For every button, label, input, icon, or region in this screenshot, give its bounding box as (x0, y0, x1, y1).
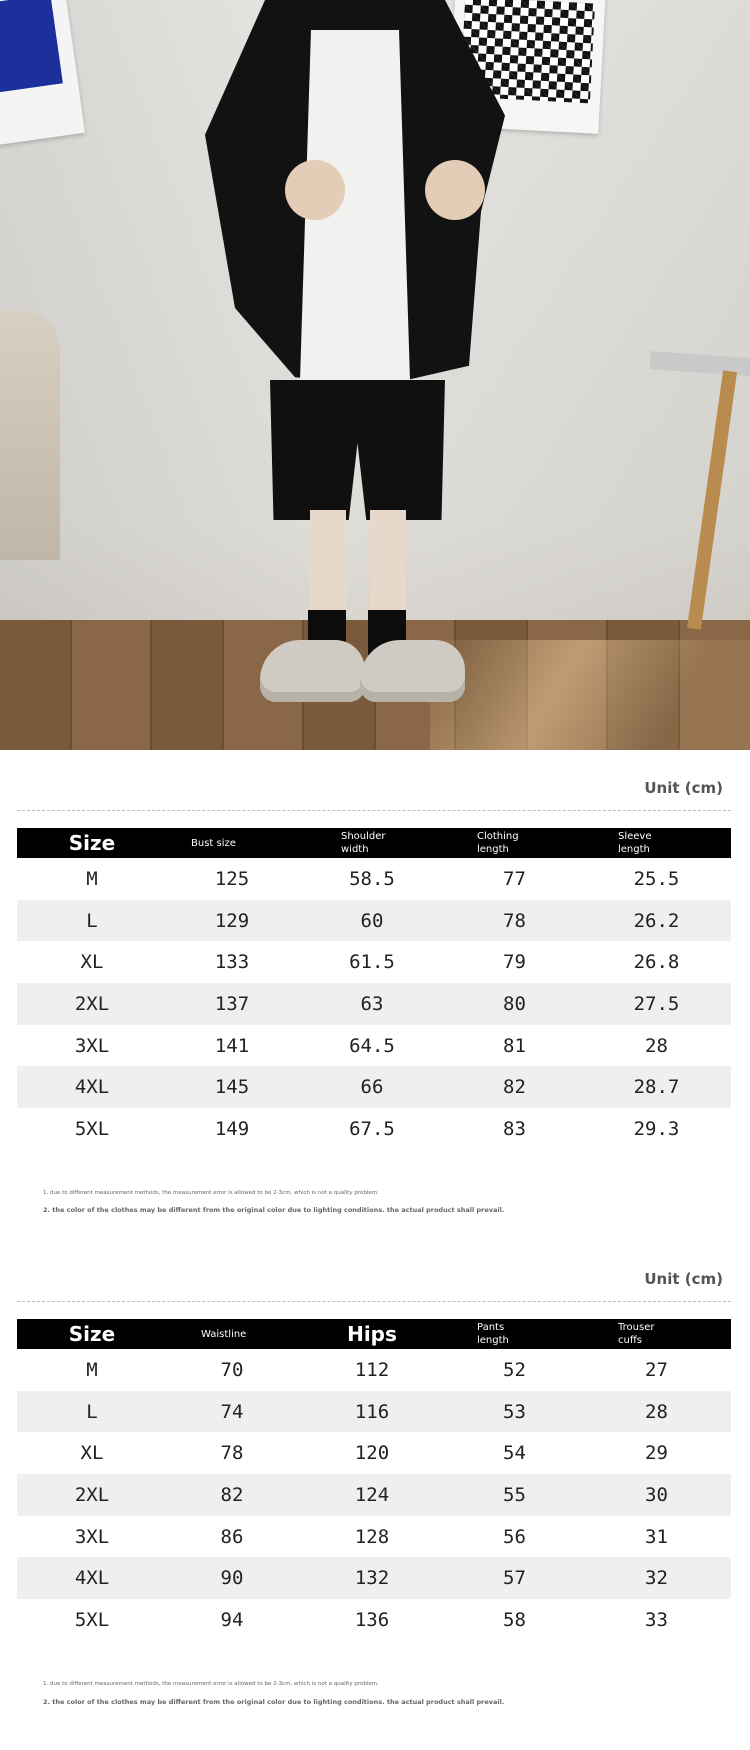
right-leg (370, 510, 406, 620)
cell-pants-length: 57 (503, 1567, 526, 1590)
cell-size: 5XL (74, 1117, 110, 1140)
table-row (17, 1599, 731, 1641)
cell-waistline: 86 (220, 1525, 244, 1548)
right-hand (425, 160, 485, 220)
cell-size: 2XL (74, 992, 110, 1015)
table-row (17, 1557, 731, 1599)
cell-size: 4XL (74, 1567, 110, 1590)
cell-trouser-cuffs: 32 (645, 1567, 668, 1590)
table-row (17, 1432, 731, 1474)
cell-trouser-cuffs: 31 (645, 1525, 668, 1548)
table-row (17, 1516, 731, 1558)
model-figure (190, 0, 520, 750)
header-sleeve-length: Sleeve length (618, 831, 652, 855)
cell-bust: 125 (214, 867, 250, 890)
cell-size: L (86, 1400, 98, 1423)
cell-bust: 137 (214, 992, 250, 1015)
cell-sleeve-length: 28.7 (633, 1076, 680, 1099)
cell-shoulder: 61.5 (349, 951, 395, 974)
cell-shoulder: 58.5 (349, 867, 395, 890)
cell-shoulder: 63 (360, 992, 384, 1015)
cell-shoulder: 64.5 (349, 1034, 395, 1057)
cell-hips: 112 (354, 1358, 390, 1381)
cell-pants-length: 56 (503, 1525, 526, 1548)
left-sneaker (260, 640, 365, 702)
table-row (17, 858, 731, 900)
cell-clothing-length: 77 (503, 867, 526, 890)
cell-shoulder: 67.5 (349, 1117, 395, 1140)
header-size: Size (68, 1322, 116, 1346)
cell-hips: 128 (354, 1525, 390, 1548)
cell-waistline: 82 (220, 1483, 244, 1506)
header-trouser-cuffs: Trouser cuffs (618, 1322, 655, 1346)
color-note: 2. the color of the clothes may be different from the original color due to lighting conditions. the actual product shall prevail. (43, 1206, 505, 1214)
cell-bust: 129 (214, 909, 250, 932)
cell-hips: 120 (354, 1442, 390, 1465)
table-row (17, 1025, 731, 1067)
cell-sleeve-length: 26.2 (633, 909, 680, 932)
cell-bust: 149 (214, 1117, 250, 1140)
cell-pants-length: 52 (503, 1358, 526, 1381)
cell-size: XL (80, 1442, 104, 1465)
cell-clothing-length: 80 (503, 992, 526, 1015)
cell-size: 4XL (74, 1076, 110, 1099)
cell-pants-length: 58 (503, 1608, 526, 1631)
cell-trouser-cuffs: 30 (645, 1483, 668, 1506)
cell-size: 5XL (74, 1608, 110, 1631)
cell-bust: 141 (214, 1034, 250, 1057)
cell-size: 3XL (74, 1034, 110, 1057)
cell-sleeve-length: 26.8 (633, 951, 680, 974)
cell-clothing-length: 79 (503, 951, 526, 974)
table-row (17, 1474, 731, 1516)
unit-label: Unit (cm) (644, 1270, 723, 1288)
table-row (17, 1349, 731, 1391)
cell-hips: 132 (354, 1567, 390, 1590)
unit-label: Unit (cm) (644, 779, 723, 797)
color-note: 2. the color of the clothes may be different from the original color due to lighting conditions. the actual product shall prevail. (43, 1698, 505, 1706)
left-hand (285, 160, 345, 220)
measurement-note: 1. due to different measurement methods, the measurement error is allowed to be 2-3cm, which is not a quality problem. (43, 1190, 379, 1196)
pants-size-table (17, 1319, 731, 1641)
header-bust: Bust size (191, 837, 236, 849)
cell-shoulder: 60 (360, 909, 384, 932)
top-size-table (17, 828, 731, 1150)
cell-waistline: 74 (220, 1400, 244, 1423)
header-clothing-length: Clothing length (477, 831, 519, 855)
header-shoulder: Shoulder width (341, 831, 386, 855)
right-sneaker (360, 640, 465, 702)
cell-pants-length: 54 (503, 1442, 526, 1465)
table-row (17, 983, 731, 1025)
cell-sleeve-length: 28 (645, 1034, 668, 1057)
cell-bust: 133 (214, 951, 250, 974)
cell-hips: 116 (354, 1400, 390, 1423)
left-object (0, 310, 60, 560)
cell-clothing-length: 83 (503, 1117, 526, 1140)
cell-waistline: 94 (220, 1608, 244, 1631)
cell-sleeve-length: 29.3 (633, 1117, 680, 1140)
cell-clothing-length: 81 (503, 1034, 526, 1057)
header-hips: Hips (347, 1322, 397, 1346)
cell-clothing-length: 82 (503, 1076, 526, 1099)
table-row (17, 1066, 731, 1108)
dashed-divider (17, 810, 731, 811)
cell-sleeve-length: 25.5 (633, 867, 680, 890)
cell-trouser-cuffs: 28 (645, 1400, 668, 1423)
cell-sleeve-length: 27.5 (633, 992, 680, 1015)
table-row (17, 900, 731, 942)
cell-hips: 124 (354, 1483, 390, 1506)
cell-size: M (86, 1358, 98, 1381)
cell-size: 3XL (74, 1525, 110, 1548)
header-size: Size (68, 831, 116, 855)
cell-size: 2XL (74, 1483, 110, 1506)
measurement-note: 1. due to different measurement methods, the measurement error is allowed to be 2-3cm, which is not a quality problem. (43, 1681, 379, 1687)
cell-clothing-length: 78 (503, 909, 526, 932)
cell-trouser-cuffs: 27 (645, 1358, 668, 1381)
table-row (17, 1108, 731, 1150)
cell-size: L (86, 909, 98, 932)
table-header (17, 828, 731, 858)
cell-trouser-cuffs: 33 (645, 1608, 668, 1631)
black-shorts (270, 380, 445, 520)
cell-size: XL (80, 951, 104, 974)
dashed-divider (17, 1301, 731, 1302)
table-header (17, 1319, 731, 1349)
product-photo (0, 0, 750, 750)
cell-size: M (86, 867, 98, 890)
table-row (17, 941, 731, 983)
cell-trouser-cuffs: 29 (645, 1442, 668, 1465)
cell-pants-length: 55 (503, 1483, 526, 1506)
cell-waistline: 78 (220, 1442, 244, 1465)
cell-waistline: 90 (220, 1567, 244, 1590)
left-leg (310, 510, 346, 620)
table-row (17, 1391, 731, 1433)
header-pants-length: Pants length (477, 1322, 509, 1346)
header-waistline: Waistline (201, 1328, 247, 1340)
cell-pants-length: 53 (503, 1400, 526, 1423)
cell-bust: 145 (214, 1076, 250, 1099)
cell-hips: 136 (354, 1608, 390, 1631)
cell-waistline: 70 (220, 1358, 244, 1381)
cell-shoulder: 66 (360, 1076, 384, 1099)
